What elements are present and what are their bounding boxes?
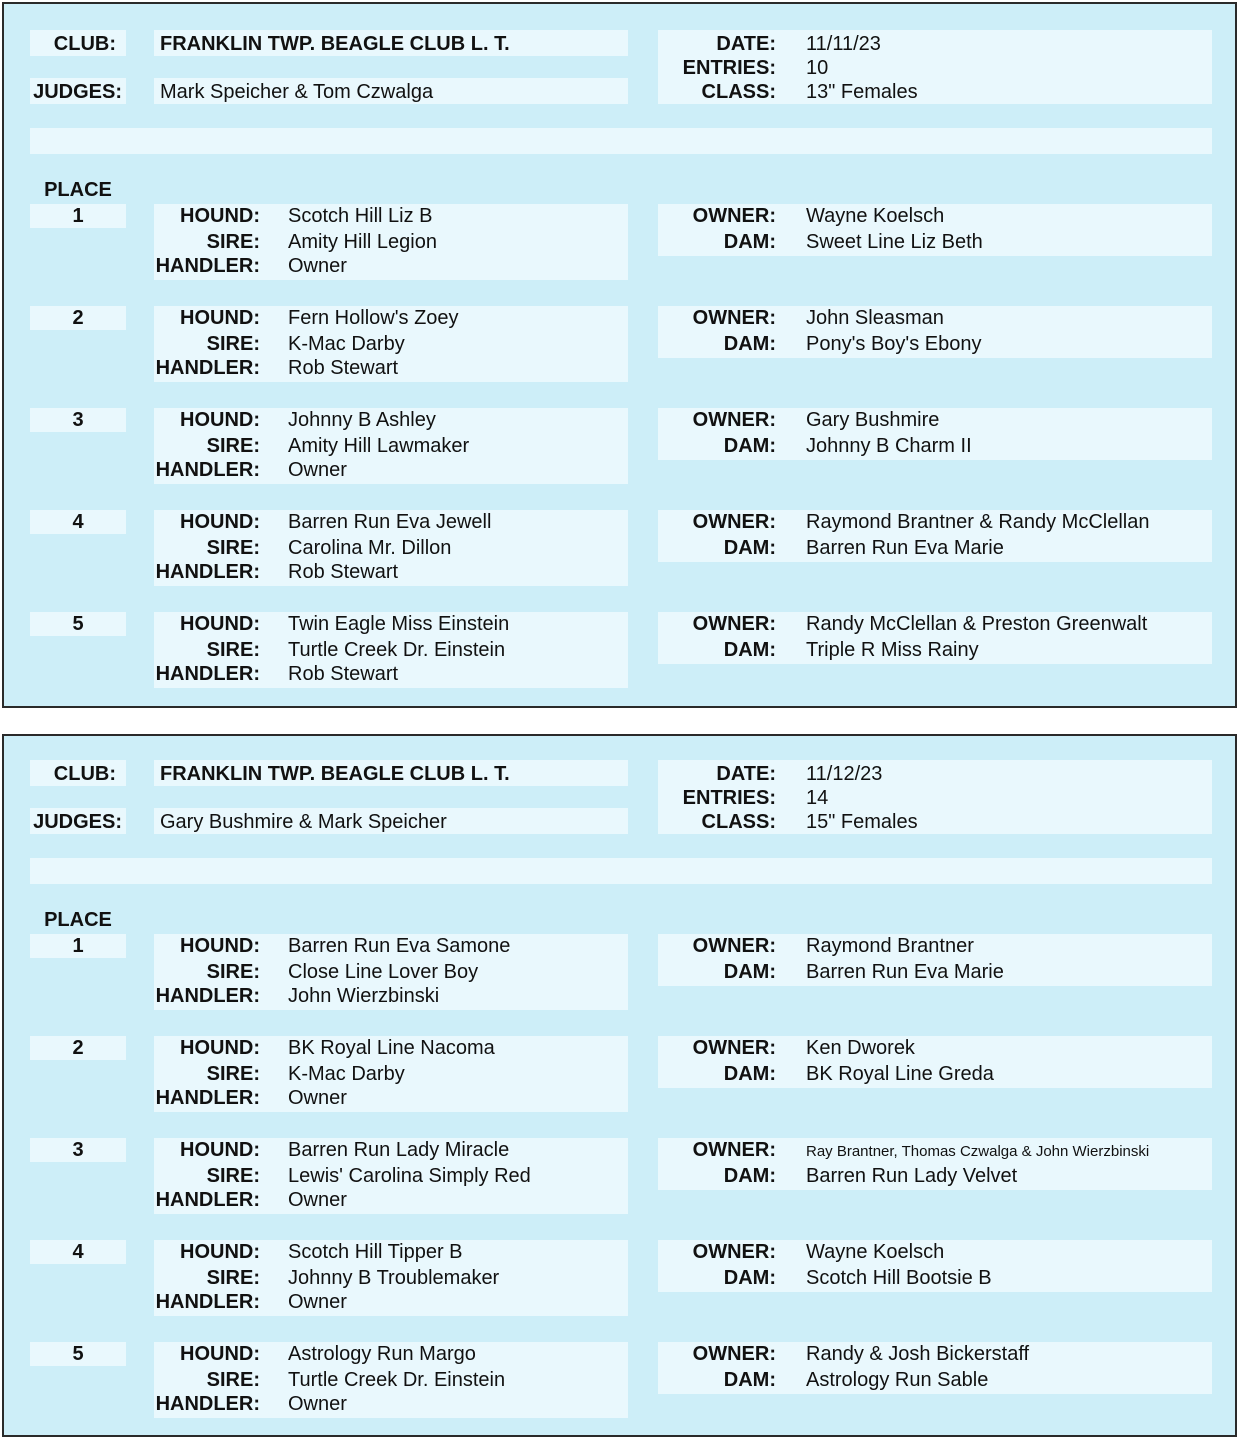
owner-label: OWNER:: [692, 307, 776, 329]
hound-name: Johnny B Ashley: [288, 409, 436, 431]
owner-label: OWNER:: [692, 935, 776, 957]
dam-name: Astrology Run Sable: [806, 1369, 989, 1391]
dam-label: DAM:: [723, 435, 776, 457]
owner-name: Ken Dworek: [806, 1037, 915, 1059]
hound-label: HOUND:: [180, 1241, 260, 1263]
place-number: 1: [72, 205, 84, 227]
hound-name: Twin Eagle Miss Einstein: [288, 613, 510, 635]
dam-label: DAM:: [723, 1063, 776, 1085]
place-number: 1: [72, 935, 84, 957]
handler-label: HANDLER:: [155, 255, 260, 277]
sire-name: Carolina Mr. Dillon: [288, 537, 452, 559]
sire-label: SIRE:: [206, 435, 260, 457]
sire-label: SIRE:: [206, 1063, 260, 1085]
place-number: 2: [72, 307, 84, 329]
sire-name: K-Mac Darby: [288, 1063, 405, 1085]
dam-label: DAM:: [723, 333, 776, 355]
dam-name: Sweet Line Liz Beth: [806, 231, 983, 253]
owner-label: OWNER:: [692, 1343, 776, 1365]
club-name: FRANKLIN TWP. BEAGLE CLUB L. T.: [160, 33, 510, 55]
hound-label: HOUND:: [180, 409, 260, 431]
handler-name: Owner: [288, 255, 347, 277]
dam-name: BK Royal Line Greda: [806, 1063, 994, 1085]
class-label: CLASS:: [701, 81, 776, 103]
handler-name: John Wierzbinski: [288, 985, 440, 1007]
handler-name: Rob Stewart: [288, 663, 399, 685]
owner-name: Ray Brantner, Thomas Czwalga & John Wierzbinski: [806, 1143, 1150, 1160]
results-card-2: [2, 734, 1237, 1437]
place-number: 5: [72, 1343, 84, 1365]
dam-name: Pony's Boy's Ebony: [806, 333, 982, 355]
owner-name: Raymond Brantner: [806, 935, 974, 957]
sire-label: SIRE:: [206, 639, 260, 661]
sire-label: SIRE:: [206, 1369, 260, 1391]
handler-label: HANDLER:: [155, 663, 260, 685]
owner-name: Raymond Brantner & Randy McClellan: [806, 511, 1150, 533]
hound-name: Barren Run Eva Samone: [288, 935, 511, 957]
sire-label: SIRE:: [206, 1267, 260, 1289]
place-number: 4: [72, 511, 84, 533]
hound-name: Astrology Run Margo: [288, 1343, 476, 1365]
class-value: 15" Females: [806, 811, 918, 833]
place-number: 3: [72, 409, 84, 431]
hound-name: Scotch Hill Liz B: [288, 205, 433, 227]
dam-name: Barren Run Lady Velvet: [806, 1165, 1018, 1187]
owner-name: Randy & Josh Bickerstaff: [806, 1343, 1030, 1365]
handler-label: HANDLER:: [155, 459, 260, 481]
sire-name: Amity Hill Legion: [288, 231, 437, 253]
club-label: CLUB:: [53, 763, 116, 785]
handler-name: Owner: [288, 1291, 347, 1313]
dam-label: DAM:: [723, 537, 776, 559]
handler-name: Owner: [288, 459, 347, 481]
handler-label: HANDLER:: [155, 357, 260, 379]
entries-label: ENTRIES:: [682, 57, 776, 79]
dam-label: DAM:: [723, 231, 776, 253]
handler-label: HANDLER:: [155, 1087, 260, 1109]
dam-label: DAM:: [723, 639, 776, 661]
results-card-1: [2, 2, 1237, 708]
owner-label: OWNER:: [692, 1139, 776, 1161]
sire-name: Close Line Lover Boy: [288, 961, 479, 983]
dam-name: Barren Run Eva Marie: [806, 961, 1004, 983]
judges-label: JUDGES:: [33, 811, 122, 833]
handler-name: Owner: [288, 1087, 347, 1109]
owner-label: OWNER:: [692, 205, 776, 227]
sire-name: Turtle Creek Dr. Einstein: [288, 1369, 506, 1391]
sire-label: SIRE:: [206, 333, 260, 355]
owner-label: OWNER:: [692, 511, 776, 533]
hound-label: HOUND:: [180, 307, 260, 329]
judges-label: JUDGES:: [33, 81, 122, 103]
handler-name: Rob Stewart: [288, 357, 399, 379]
owner-name: Wayne Koelsch: [806, 205, 945, 227]
handler-label: HANDLER:: [155, 1393, 260, 1415]
date-value: 11/12/23: [806, 763, 883, 785]
owner-label: OWNER:: [692, 409, 776, 431]
sire-name: Lewis' Carolina Simply Red: [288, 1165, 531, 1187]
handler-name: Owner: [288, 1393, 347, 1415]
hound-label: HOUND:: [180, 1343, 260, 1365]
handler-label: HANDLER:: [155, 1189, 260, 1211]
place-header: PLACE: [44, 909, 112, 931]
spacer-bar: [30, 128, 1212, 154]
sire-name: Turtle Creek Dr. Einstein: [288, 639, 506, 661]
dam-name: Johnny B Charm II: [806, 435, 972, 457]
dam-label: DAM:: [723, 961, 776, 983]
dam-name: Scotch Hill Bootsie B: [806, 1267, 992, 1289]
place-header: PLACE: [44, 179, 112, 201]
judges-value: Mark Speicher & Tom Czwalga: [160, 81, 434, 103]
handler-name: Owner: [288, 1189, 347, 1211]
date-value: 11/11/23: [806, 33, 881, 55]
dam-name: Triple R Miss Rainy: [806, 639, 979, 661]
dam-label: DAM:: [723, 1165, 776, 1187]
handler-label: HANDLER:: [155, 1291, 260, 1313]
sire-name: K-Mac Darby: [288, 333, 405, 355]
place-number: 2: [72, 1037, 84, 1059]
hound-label: HOUND:: [180, 511, 260, 533]
handler-label: HANDLER:: [155, 985, 260, 1007]
judges-value: Gary Bushmire & Mark Speicher: [160, 811, 447, 833]
entries-value: 10: [806, 57, 829, 79]
hound-label: HOUND:: [180, 205, 260, 227]
hound-label: HOUND:: [180, 1037, 260, 1059]
spacer-bar: [30, 858, 1212, 884]
owner-name: Wayne Koelsch: [806, 1241, 945, 1263]
entries-value: 14: [806, 787, 829, 809]
hound-label: HOUND:: [180, 613, 260, 635]
place-number: 3: [72, 1139, 84, 1161]
hound-label: HOUND:: [180, 1139, 260, 1161]
class-label: CLASS:: [701, 811, 776, 833]
dam-name: Barren Run Eva Marie: [806, 537, 1004, 559]
owner-name: Gary Bushmire: [806, 409, 940, 431]
owner-label: OWNER:: [692, 1241, 776, 1263]
sire-name: Johnny B Troublemaker: [288, 1267, 500, 1289]
sire-name: Amity Hill Lawmaker: [288, 435, 470, 457]
place-number: 5: [72, 613, 84, 635]
entries-label: ENTRIES:: [682, 787, 776, 809]
sire-label: SIRE:: [206, 961, 260, 983]
date-label: DATE:: [716, 33, 776, 55]
owner-name: Randy McClellan & Preston Greenwalt: [806, 613, 1148, 635]
place-number: 4: [72, 1241, 84, 1263]
club-label: CLUB:: [53, 33, 116, 55]
sire-label: SIRE:: [206, 537, 260, 559]
date-label: DATE:: [716, 763, 776, 785]
dam-label: DAM:: [723, 1267, 776, 1289]
class-value: 13" Females: [806, 81, 918, 103]
sire-label: SIRE:: [206, 1165, 260, 1187]
owner-label: OWNER:: [692, 613, 776, 635]
sire-label: SIRE:: [206, 231, 260, 253]
handler-name: Rob Stewart: [288, 561, 399, 583]
club-name: FRANKLIN TWP. BEAGLE CLUB L. T.: [160, 763, 510, 785]
hound-label: HOUND:: [180, 935, 260, 957]
owner-name: John Sleasman: [806, 307, 944, 329]
hound-name: Scotch Hill Tipper B: [288, 1241, 463, 1263]
owner-label: OWNER:: [692, 1037, 776, 1059]
hound-name: BK Royal Line Nacoma: [288, 1037, 495, 1059]
hound-name: Barren Run Lady Miracle: [288, 1139, 510, 1161]
hound-name: Barren Run Eva Jewell: [288, 511, 492, 533]
hound-name: Fern Hollow's Zoey: [288, 307, 459, 329]
handler-label: HANDLER:: [155, 561, 260, 583]
dam-label: DAM:: [723, 1369, 776, 1391]
